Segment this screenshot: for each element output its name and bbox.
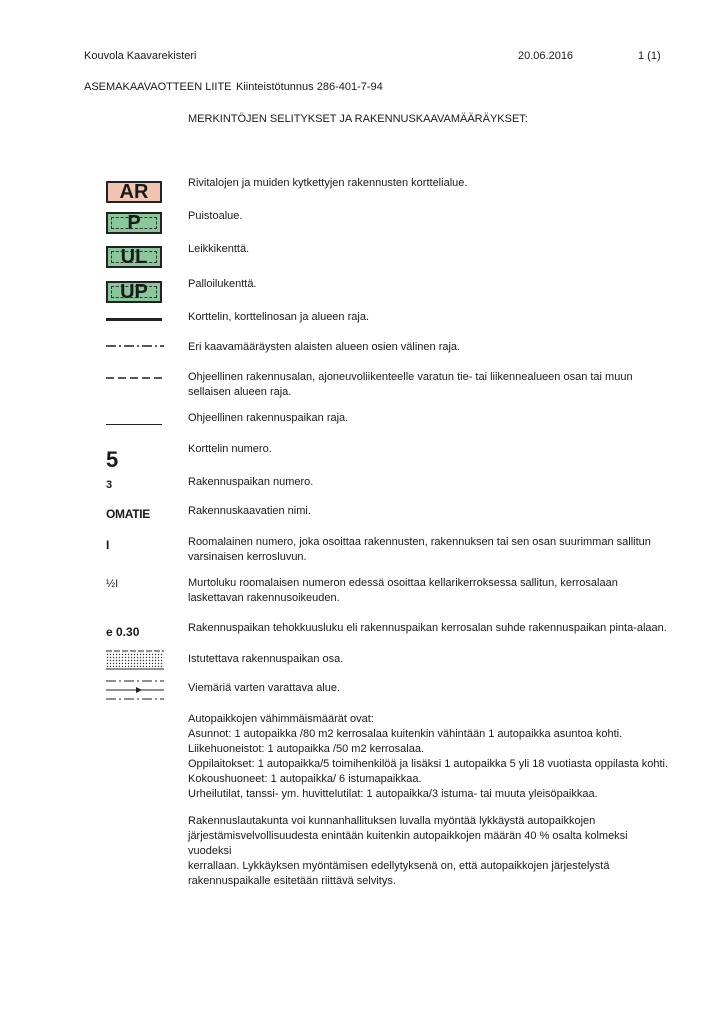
- document-date: 20.06.2016: [518, 50, 574, 62]
- parking-line: Urheilutilat, tanssi- ym. huvittelutilat: 1 autopaikka/3 istuma- tai muuta yleisöpaikkaa.: [188, 788, 598, 800]
- ar-zone-symbol: AR: [106, 181, 162, 203]
- parking-requirements: [188, 712, 668, 802]
- deferral-line: Rakennuslautakunta voi kunnanhallituksen luvalla myöntää lykkäystä autopaikkojen: [188, 815, 596, 827]
- legend-desc-ul: Leikkikenttä.: [188, 243, 250, 255]
- plot-number-symbol: 3: [106, 479, 113, 491]
- legend-desc-roman-numeral: Roomalainen numero, joka osoittaa rakennusten, rakennuksen tai sen osan suurimman sallitun varsinaisen kerrosluvun.: [188, 536, 651, 563]
- legend-desc-ar: Rivitalojen ja muiden kytkettyjen rakennusten korttelialue.: [188, 177, 468, 189]
- parking-heading: Autopaikkojen vähimmäismäärät ovat:: [188, 713, 374, 725]
- legend-desc-p: Puistoalue.: [188, 210, 243, 222]
- deferral-line: kerrallaan. Lykkäyksen myöntämisen edellytyksenä on, että autopaikkojen järjestelystä: [188, 860, 610, 872]
- legend-desc-plot-number: Rakennuspaikan numero.: [188, 476, 314, 488]
- parking-line: Kokoushuoneet: 1 autopaikka/ 6 istumapaikkaa.: [188, 773, 422, 785]
- plot-boundary-line-symbol: [106, 424, 162, 425]
- sewer-area-symbol: [106, 678, 164, 702]
- legend-desc-fraction: Murtoluku roomalaisen numeron edessä osoittaa kellarikerroksessa sallitun, kerrosalaan laskettavan rakennusoikeuden.: [188, 577, 618, 604]
- legend-desc-sewer-area: Viemäriä varten varattava alue.: [188, 682, 341, 694]
- property-id: Kiinteistötunnus 286-401-7-94: [236, 81, 383, 93]
- dashed-line-symbol: [106, 375, 164, 381]
- block-boundary-line-symbol: [106, 318, 162, 321]
- legend-desc-plot-boundary: Ohjeellinen rakennuspaikan raja.: [188, 412, 349, 424]
- legend-desc-efficiency: Rakennuspaikan tehokkuusluku eli rakennuspaikan kerrosalan suhde rakennuspaikan pinta-alaan.: [188, 622, 667, 634]
- organization-name: Kouvola Kaavarekisteri: [84, 50, 197, 62]
- deferral-line: rakennuspaikalle esitetään riittävä selvitys.: [188, 875, 396, 887]
- parking-line: Liikehuoneistot: 1 autopaikka /50 m2 kerrosalaa.: [188, 743, 425, 755]
- parking-line: Oppilaitokset: 1 autopaikka/5 toimihenkilöä ja lisäksi 1 autopaikka 5 yli 18 vuotiasta oppilasta kohti.: [188, 758, 668, 770]
- legend-desc-street-name: Rakennuskaavatien nimi.: [188, 505, 311, 517]
- page-number: 1 (1): [638, 50, 661, 62]
- legend-desc-block-number: Korttelin numero.: [188, 443, 272, 455]
- section-title: MERKINTÖJEN SELITYKSET JA RAKENNUSKAAVAMÄÄRÄYKSET:: [188, 113, 528, 125]
- efficiency-number-symbol: e 0.30: [106, 625, 140, 639]
- planted-area-symbol: [106, 650, 164, 670]
- block-number-symbol: 5: [106, 447, 119, 472]
- document-subtitle: ASEMAKAAVAOTTEEN LIITE: [84, 81, 232, 93]
- dash-dot-line-symbol: [106, 343, 164, 349]
- deferral-line: järjestämisvelvollisuudesta enintään kuitenkin autopaikkojen määrän 40 % osalta kolmeksi vuodeksi: [188, 830, 628, 857]
- street-name-symbol: OMATIE: [106, 507, 150, 521]
- parking-deferral-paragraph: [188, 814, 668, 889]
- legend-desc-dashed: Ohjeellinen rakennusalan, ajoneuvoliikenteelle varatun tie- tai liikennealueen osan tai muun sellaisen alueen raja.: [188, 371, 633, 398]
- roman-numeral-symbol: I: [106, 538, 110, 552]
- ballfield-zone-symbol: UP: [106, 281, 162, 303]
- parking-line: Asunnot: 1 autopaikka /80 m2 kerrosalaa kuitenkin vähintään 1 autopaikka asuntoa kohti.: [188, 728, 623, 740]
- fraction-roman-symbol: ½I: [106, 578, 119, 590]
- park-zone-symbol: P: [106, 212, 162, 234]
- legend-desc-planted-area: Istutettava rakennuspaikan osa.: [188, 653, 344, 665]
- playground-zone-symbol: UL: [106, 246, 162, 268]
- legend-desc-block-boundary: Korttelin, korttelinosan ja alueen raja.: [188, 311, 369, 323]
- legend-desc-dash-dot: Eri kaavamääräysten alaisten alueen osien välinen raja.: [188, 341, 461, 353]
- legend-desc-up: Palloilukenttä.: [188, 278, 257, 290]
